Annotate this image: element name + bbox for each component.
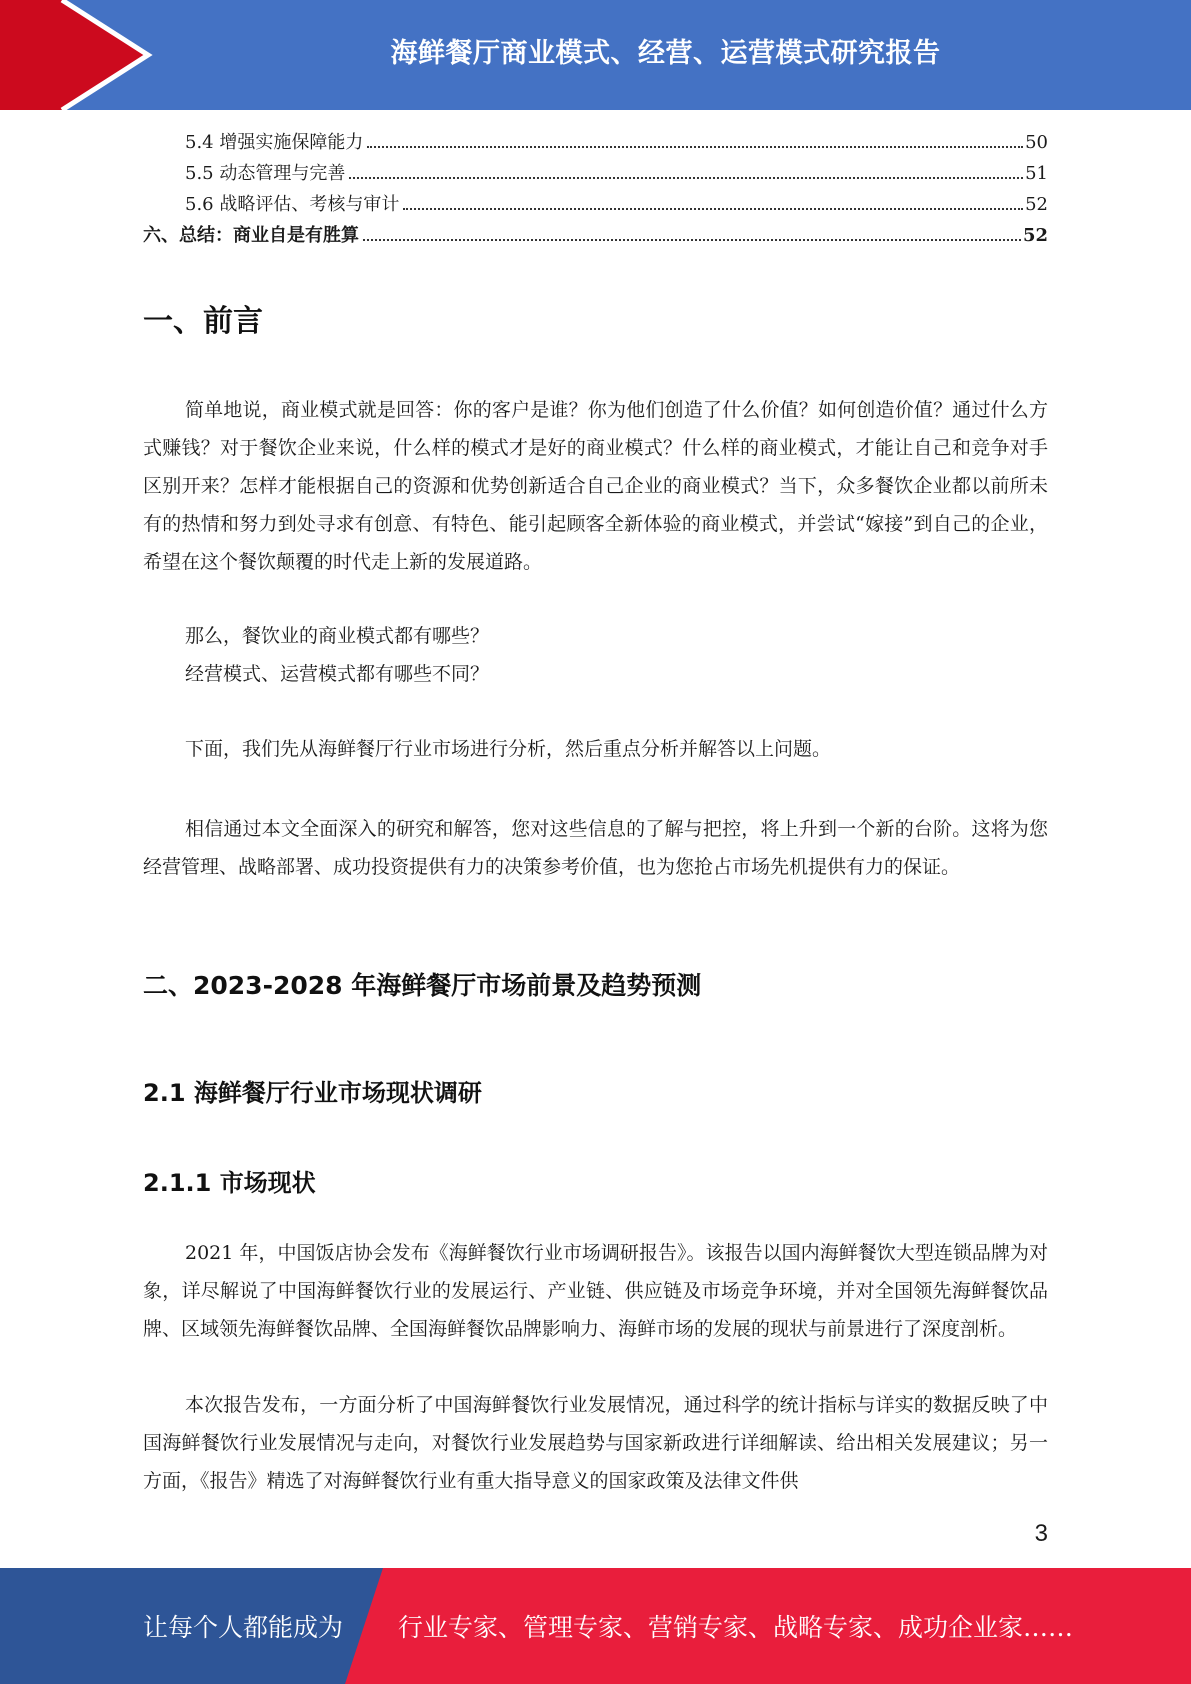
toc-entry-chapter[interactable] <box>143 221 1048 252</box>
toc-entry-page: 52 <box>1022 225 1048 246</box>
toc-entry-page: 50 <box>1025 132 1048 153</box>
body-paragraph: 本次报告发布，一方面分析了中国海鲜餐饮行业发展情况，通过科学的统计指标与详实的数据反映了中国海鲜餐饮行业发展情况与走向，对餐饮行业发展趋势与国家新政进行详细解读、给出相关发展建议；另一方面，《报告》精选了对海鲜餐饮行业有重大指导意义的国家政策及法律文件供 <box>143 1394 1048 1492</box>
toc-leader-dots <box>367 146 1023 148</box>
toc-entry-page: 52 <box>1025 194 1048 215</box>
page-header <box>0 0 1191 110</box>
preface-paragraph: 下面，我们先从海鲜餐厅行业市场进行分析，然后重点分析并解答以上问题。 <box>185 738 832 760</box>
toc-entry-label: 5.4 增强实施保障能力 <box>185 132 364 153</box>
toc-entry-label: 5.5 动态管理与完善 <box>185 163 346 184</box>
table-of-contents <box>143 128 1048 252</box>
body-paragraph: 2021 年，中国饭店协会发布《海鲜餐饮行业市场调研报告》。该报告以国内海鲜餐饮大型连锁品牌为对象，详尽解说了中国海鲜餐饮行业的发展运行、产业链、供应链及市场竞争环境，并对全国领先海鲜餐饮品牌、区域领先海鲜餐饮品牌、全国海鲜餐饮品牌影响力、海鲜市场的发展的现状与前景进行了深度剖析。 <box>143 1242 1048 1340</box>
toc-entry-label: 六、总结：商业自是有胜算 <box>143 225 359 246</box>
toc-entry[interactable] <box>143 128 1048 159</box>
preface-question: 那么，餐饮业的商业模式都有哪些？ <box>185 625 490 647</box>
page-footer <box>0 1568 1191 1684</box>
footer-slogan-right: 行业专家、管理专家、营销专家、战略专家、成功企业家…… <box>398 1613 1074 1642</box>
preface-paragraph: 相信通过本文全面深入的研究和解答，您对这些信息的了解与把控，将上升到一个新的台阶。这将为您经营管理、战略部署、成功投资提供有力的决策参考价值，也为您抢占市场先机提供有力的保证。 <box>143 818 1048 878</box>
section-heading-market: 二、2023-2028 年海鲜餐厅市场前景及趋势预测 <box>143 971 702 1000</box>
header-title: 海鲜餐厅商业模式、经营、运营模式研究报告 <box>390 37 941 69</box>
toc-entry[interactable] <box>143 190 1048 221</box>
section-heading-preface: 一、前言 <box>143 304 263 339</box>
toc-entry[interactable] <box>143 159 1048 190</box>
page-number: 3 <box>1034 1520 1048 1547</box>
toc-entry-label: 5.6 战略评估、考核与审计 <box>185 194 400 215</box>
toc-leader-dots <box>403 208 1023 210</box>
toc-leader-dots <box>349 177 1023 179</box>
preface-question: 经营模式、运营模式都有哪些不同？ <box>185 663 490 685</box>
preface-paragraph: 简单地说，商业模式就是回答：你的客户是谁？你为他们创造了什么价值？如何创造价值？通过什么方式赚钱？对于餐饮企业来说，什么样的模式才是好的商业模式？什么样的商业模式，才能让自己和竞争对手区别开来？怎样才能根据自己的资源和优势创新适合自己企业的商业模式？当下，众多餐饮企业都以前所未有的热情和努力到处寻求有创意、有特色、能引起顾客全新体验的商业模式，并尝试“嫁接”到自己的企业，希望在这个餐饮颠覆的时代走上新的发展道路。 <box>143 399 1048 573</box>
footer-slogan-left: 让每个人都能成为 <box>143 1613 344 1642</box>
subsection-heading: 2.1 海鲜餐厅行业市场现状调研 <box>143 1079 482 1107</box>
subsection-heading: 2.1.1 市场现状 <box>143 1169 316 1197</box>
toc-leader-dots <box>363 239 1021 241</box>
toc-entry-page: 51 <box>1025 163 1048 184</box>
